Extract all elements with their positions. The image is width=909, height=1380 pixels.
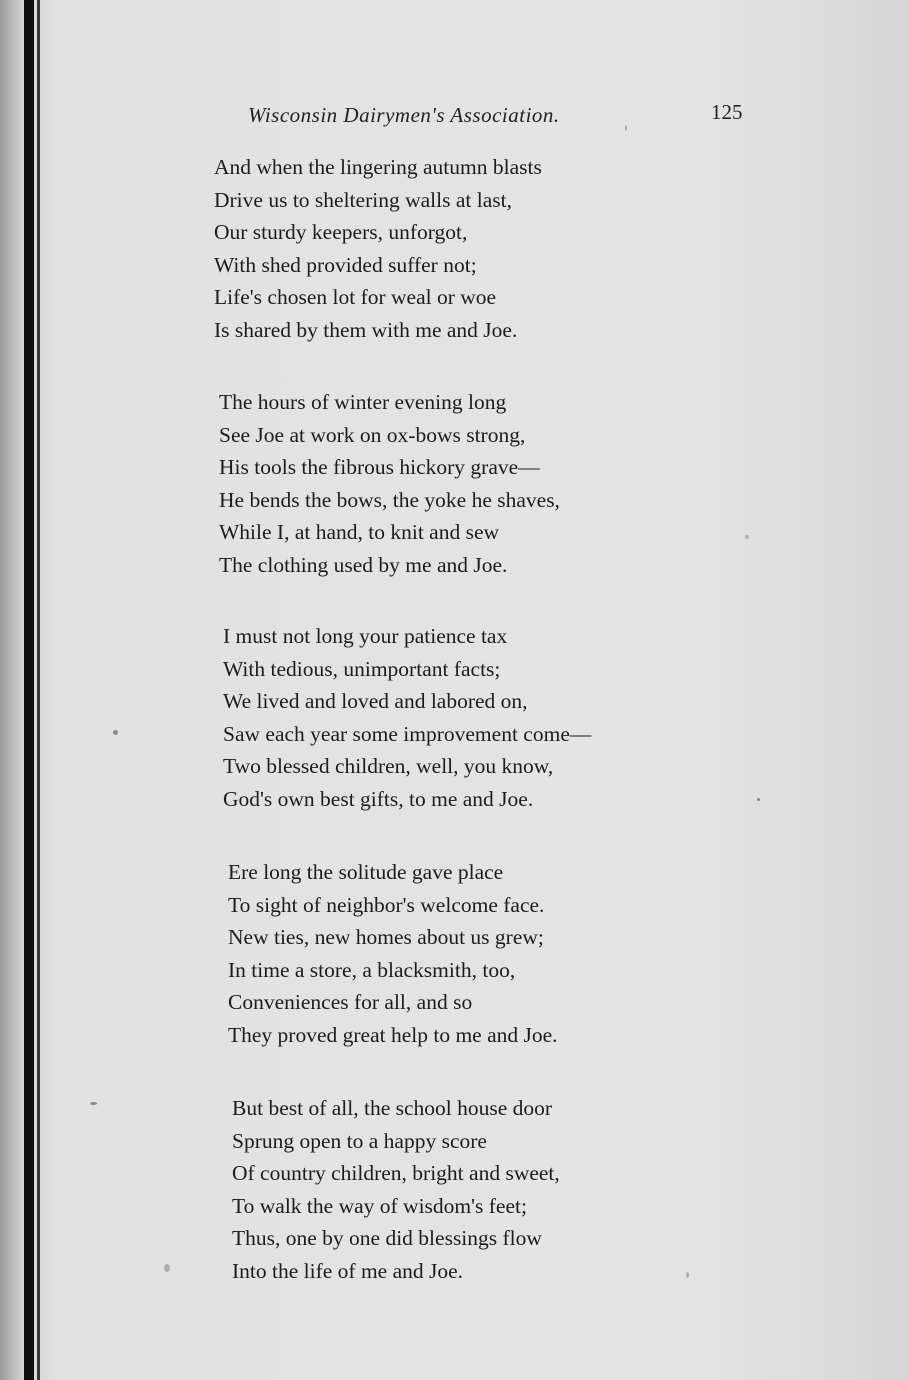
poem-line: With shed provided suffer not; <box>214 252 477 277</box>
poem-line: God's own best gifts, to me and Joe. <box>223 786 534 811</box>
poem-line: Ere long the solitude gave place <box>228 860 504 884</box>
book-binding-edge <box>0 0 22 1380</box>
poem-line: Life's chosen lot for weal or woe <box>214 285 497 309</box>
poem-stanza-5 <box>232 1092 560 1287</box>
poem-line: New ties, new homes about us grew; <box>228 925 544 949</box>
poem-line: Two blessed children, well, you know, <box>223 754 554 778</box>
scan-speck <box>757 798 760 801</box>
poem-line: We lived and loved and labored on, <box>223 689 528 713</box>
poem-line: And when the lingering autumn blasts <box>214 155 542 179</box>
running-header-title: Wisconsin Dairymen's Association. <box>248 103 560 127</box>
scan-speck <box>113 730 118 735</box>
poem-line: Conveniences for all, and so <box>228 990 473 1014</box>
poem-line: But best of all, the school house door <box>232 1096 553 1120</box>
poem-line: I must not long your patience tax <box>223 624 508 648</box>
spine-shadow-thin-line <box>37 0 40 1380</box>
poem-line: Is shared by them with me and Joe. <box>214 317 518 342</box>
poem-line: With tedious, unimportant facts; <box>223 656 501 681</box>
poem-line: See Joe at work on ox-bows strong, <box>219 422 526 447</box>
poem-stanza-2 <box>219 386 560 581</box>
poem-line: Saw each year some improvement come— <box>223 721 592 746</box>
poem-line: They proved great help to me and Joe. <box>228 1022 558 1047</box>
poem-line: To walk the way of wisdom's feet; <box>232 1193 527 1218</box>
scan-speck <box>625 125 627 131</box>
poem-stanza-4 <box>228 856 558 1051</box>
poem-line: The hours of winter evening long <box>219 390 507 414</box>
poem-line: To sight of neighbor's welcome face. <box>228 892 545 917</box>
poem-stanza-1 <box>214 151 542 346</box>
poem-line: Our sturdy keepers, unforgot, <box>214 220 468 244</box>
poem-line: In time a store, a blacksmith, too, <box>228 957 516 982</box>
poem-line: While I, at hand, to knit and sew <box>219 520 500 544</box>
poem-stanza-3 <box>223 620 591 815</box>
poem-line: He bends the bows, the yoke he shaves, <box>219 487 560 512</box>
scan-speck <box>90 1102 97 1105</box>
poem-line: Of country children, bright and sweet, <box>232 1161 560 1185</box>
spine-shadow-line <box>24 0 34 1380</box>
poem-line: His tools the fibrous hickory grave— <box>219 455 540 479</box>
poem-line: Thus, one by one did blessings flow <box>232 1226 542 1250</box>
scan-speck <box>686 1272 689 1278</box>
scan-speck <box>745 535 749 539</box>
poem-line: Sprung open to a happy score <box>232 1128 487 1153</box>
page-number: 125 <box>711 100 743 124</box>
poem-line: The clothing used by me and Joe. <box>219 552 508 577</box>
poem-line: Drive us to sheltering walls at last, <box>214 187 512 212</box>
poem-line: Into the life of me and Joe. <box>232 1258 464 1283</box>
scan-speck <box>164 1264 170 1272</box>
